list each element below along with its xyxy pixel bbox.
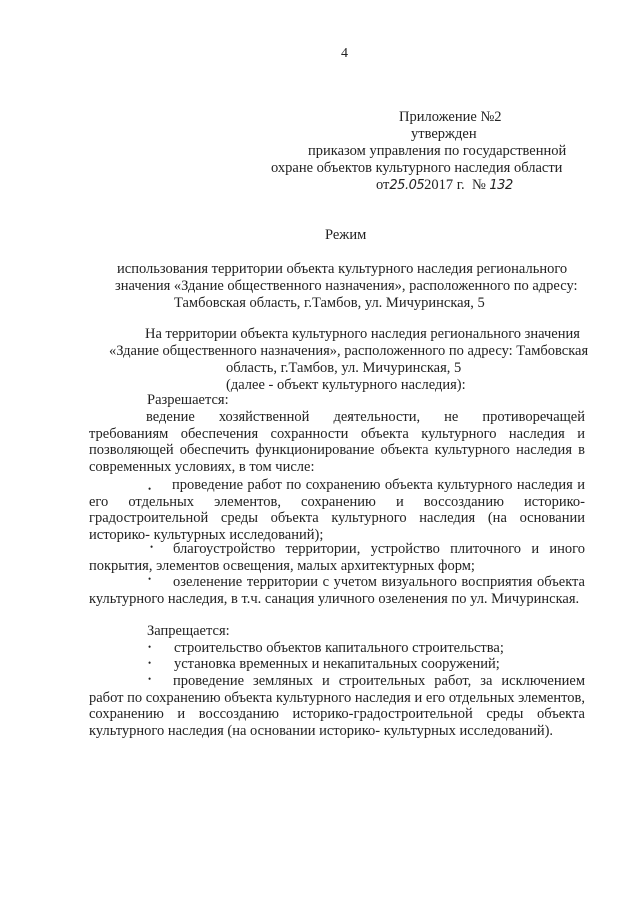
intro-line-4: (далее - объект культурного наследия): [226, 377, 466, 393]
bullet-1: • [148, 484, 152, 494]
bullet-4: • [148, 642, 152, 652]
date-line [376, 178, 513, 193]
page-number: 4 [341, 46, 348, 61]
allowed-item-2: благоустройство территории, устройство плиточного и иного покрытия, элементов освещения, малых архитектурных форм; [89, 541, 585, 574]
intro-line-1: На территории объекта культурного наследия регионального значения [145, 326, 580, 342]
forbidden-item-1: строительство объектов капитального строительства; [174, 640, 504, 656]
bullet-3: • [148, 574, 152, 584]
subtitle-line-2: значения «Здание общественного назначения», расположенного по адресу: [115, 278, 578, 294]
appendix-label: Приложение №2 [399, 109, 502, 125]
subtitle-line-3: Тамбовская область, г.Тамбов, ул. Мичуринская, 5 [174, 295, 485, 311]
number-prefix: № [471, 177, 486, 193]
forbidden-heading: Запрещается: [147, 623, 230, 639]
intro-line-3: область, г.Тамбов, ул. Мичуринская, 5 [226, 360, 462, 376]
date-prefix: от [376, 177, 390, 193]
allowed-item-3: озеленение территории с учетом визуального восприятия объекта культурного наследия, в т.ч. санация уличного озеленения по ул. Мичуринская. [89, 574, 585, 607]
date-year: 2017 г. [424, 177, 465, 193]
allowed-item-1: проведение работ по сохранению объекта культурного наследия и его отдельных элементов, сохранению и воссозданию историко-градостроительной среды объекта культурного наследия (на основании историко- культурных исследований); [89, 477, 585, 543]
intro-line-2: «Здание общественного назначения», расположенного по адресу: Тамбовская [109, 343, 589, 359]
allowed-text: ведение хозяйственной деятельности, не противоречащей требованиям обеспечения сохранности объекта культурного наследия и позволяющей обеспечить функционирование объекта культурного наследия в современных условиях, в том числе: [89, 409, 585, 475]
forbidden-item-3: проведение земляных и строительных работ, за исключением работ по сохранению объекта культурного наследия и его отдельных элементов, сохранению и воссозданию историко-градостроительной среды объекта культурного наследия (на основании историко- культурных исследований). [89, 673, 585, 739]
document-title: Режим [325, 227, 367, 243]
bullet-6: • [148, 674, 152, 684]
number-handwritten: 132 [489, 178, 513, 193]
agency-line: охране объектов культурного наследия области [271, 160, 563, 176]
bullet-5: • [148, 658, 152, 668]
subtitle-line-1: использования территории объекта культурного наследия регионального [117, 261, 568, 277]
order-line: приказом управления по государственной [308, 143, 567, 159]
date-handwritten: 25.05 [389, 178, 425, 193]
forbidden-item-2: установка временных и некапитальных сооружений; [174, 656, 500, 672]
allowed-heading: Разрешается: [147, 392, 229, 408]
approved-label: утвержден [411, 126, 477, 142]
bullet-2: • [150, 542, 154, 552]
